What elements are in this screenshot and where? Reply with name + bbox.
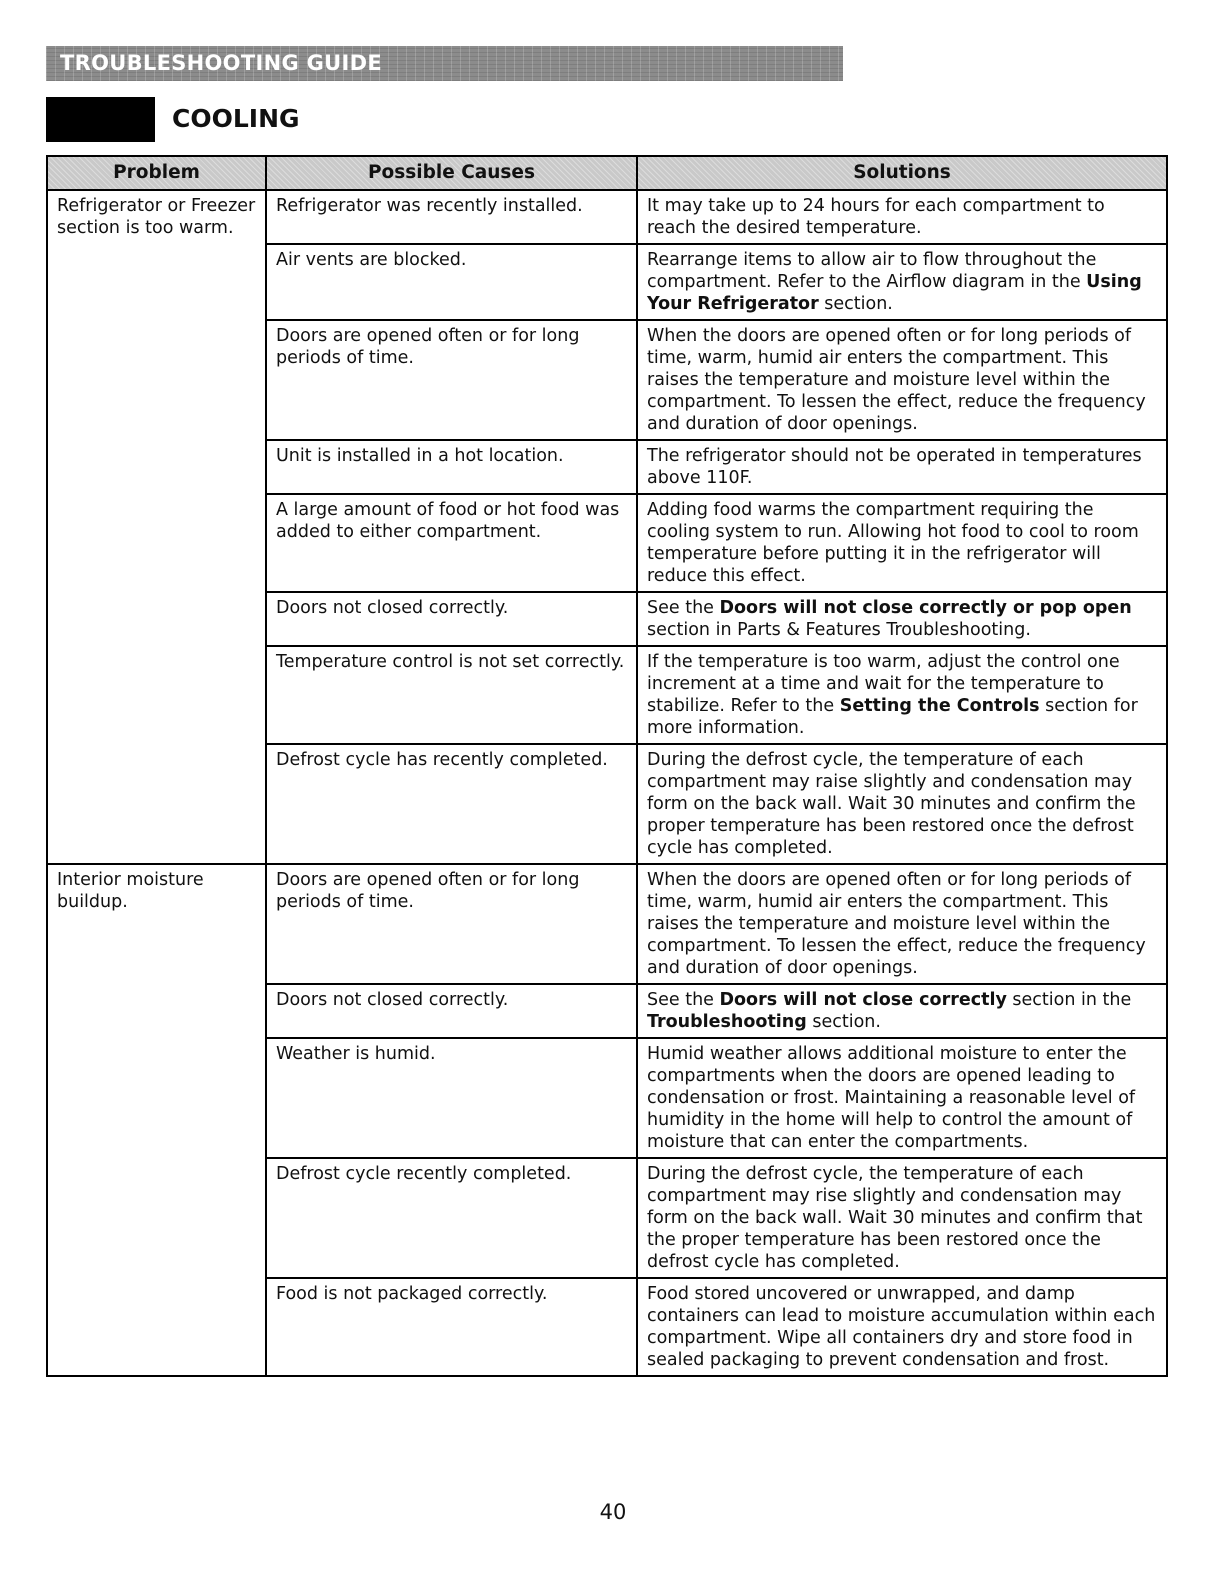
cause-cell: A large amount of food or hot food was added to either compartment.	[266, 494, 637, 592]
cause-cell: Unit is installed in a hot location.	[266, 440, 637, 494]
page-number: 40	[599, 1500, 627, 1524]
solution-cell	[637, 244, 1167, 320]
solution-cell	[637, 190, 1167, 244]
header-solutions: Solutions	[637, 156, 1167, 190]
solution-text: section for more information.	[647, 696, 1138, 738]
problem-cell: Interior moisture buildup.	[47, 864, 266, 1376]
solution-cell	[637, 864, 1167, 984]
table-header-row	[47, 156, 1167, 190]
solution-text: section in Parts & Features Troubleshooting.	[647, 620, 1031, 640]
solution-text: section in the	[1006, 990, 1132, 1010]
solution-text: See the	[647, 990, 720, 1010]
problem-cell: Refrigerator or Freezer section is too warm.	[47, 190, 266, 864]
solution-text: Humid weather allows additional moisture to enter the compartments when the doors are opened leading to condensation or frost. Maintaining a reasonable level of humidity in the home will help to control the amount of moisture that can enter the compartments.	[647, 1044, 1136, 1152]
solution-text: The refrigerator should not be operated in temperatures above 110F.	[647, 446, 1142, 488]
solution-cell	[637, 984, 1167, 1038]
solution-text: During the defrost cycle, the temperature of each compartment may raise slightly and condensation may form on the back wall. Wait 30 minutes and confirm the proper temperature has been restored once the defrost cycle has completed.	[647, 750, 1136, 858]
cause-cell: Defrost cycle has recently completed.	[266, 744, 637, 864]
solution-text: section.	[818, 294, 893, 314]
solution-text: If the temperature is too warm, adjust the control one increment at a time and wait for the temperature to stabilize. Refer to the	[647, 652, 1120, 716]
cause-cell: Food is not packaged correctly.	[266, 1278, 637, 1376]
header-possible-causes: Possible Causes	[266, 156, 637, 190]
cause-cell: Doors are opened often or for long periods of time.	[266, 320, 637, 440]
solution-emphasis: Troubleshooting	[647, 1012, 807, 1032]
solution-emphasis: Doors will not close correctly or pop open	[719, 598, 1132, 618]
cause-cell: Doors not closed correctly.	[266, 984, 637, 1038]
table-row	[47, 864, 1167, 984]
solution-emphasis: Using Your Refrigerator	[647, 272, 1142, 314]
solution-cell	[637, 646, 1167, 744]
solution-text: Food stored uncovered or unwrapped, and damp containers can lead to moisture accumulation within each compartment. Wipe all containers dry and store food in sealed packaging to prevent condensation and frost.	[647, 1284, 1156, 1370]
section-marker-block	[46, 97, 155, 142]
section-title: COOLING	[172, 104, 300, 133]
solution-cell	[637, 320, 1167, 440]
section-banner: TROUBLESHOOTING GUIDE	[46, 46, 843, 81]
solution-cell	[637, 592, 1167, 646]
solution-text: During the defrost cycle, the temperature of each compartment may rise slightly and condensation may form on the back wall. Wait 30 minutes and confirm that the proper temperature has been restored once the defrost cycle has completed.	[647, 1164, 1143, 1272]
solution-text: Adding food warms the compartment requiring the cooling system to run. Allowing hot food to cool to room temperature before putting it in the refrigerator will reduce this effect.	[647, 500, 1139, 586]
solution-text: See the	[647, 598, 720, 618]
solution-emphasis: Setting the Controls	[839, 696, 1040, 716]
solution-cell	[637, 494, 1167, 592]
cause-cell: Refrigerator was recently installed.	[266, 190, 637, 244]
troubleshooting-table	[46, 155, 1168, 1377]
solution-cell	[637, 1158, 1167, 1278]
solution-cell	[637, 1278, 1167, 1376]
header-problem: Problem	[47, 156, 266, 190]
solution-cell	[637, 440, 1167, 494]
cause-cell: Defrost cycle recently completed.	[266, 1158, 637, 1278]
cause-cell: Weather is humid.	[266, 1038, 637, 1158]
table-body	[47, 190, 1167, 1376]
table-row	[47, 190, 1167, 244]
solution-text: It may take up to 24 hours for each compartment to reach the desired temperature.	[647, 196, 1105, 238]
solution-cell	[637, 1038, 1167, 1158]
solution-text: Rearrange items to allow air to flow throughout the compartment. Refer to the Airflow diagram in the	[647, 250, 1097, 292]
cause-cell: Doors not closed correctly.	[266, 592, 637, 646]
cause-cell: Doors are opened often or for long periods of time.	[266, 864, 637, 984]
solution-text: When the doors are opened often or for long periods of time, warm, humid air enters the compartment. This raises the temperature and moisture level within the compartment. To lessen the effect, reduce the frequency and duration of door openings.	[647, 870, 1146, 978]
solution-text: When the doors are opened often or for long periods of time, warm, humid air enters the compartment. This raises the temperature and moisture level within the compartment. To lessen the effect, reduce the frequency and duration of door openings.	[647, 326, 1146, 434]
cause-cell: Air vents are blocked.	[266, 244, 637, 320]
solution-emphasis: Doors will not close correctly	[719, 990, 1007, 1010]
cause-cell: Temperature control is not set correctly.	[266, 646, 637, 744]
solution-text: section.	[806, 1012, 881, 1032]
solution-cell	[637, 744, 1167, 864]
